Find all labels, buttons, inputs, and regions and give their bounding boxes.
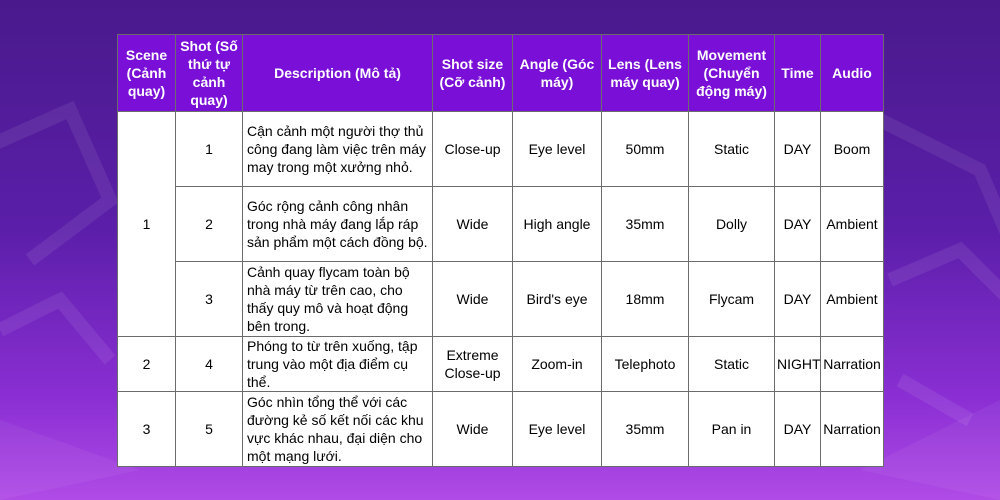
- time-cell: DAY: [775, 262, 821, 337]
- angle-cell: Eye level: [513, 392, 602, 467]
- time-cell: DAY: [775, 392, 821, 467]
- description-cell: Góc nhìn tổng thể với các đường kẻ số kết nối các khu vực khác nhau, đại diện cho một mạng lưới.: [243, 392, 433, 467]
- angle-cell: High angle: [513, 187, 602, 262]
- lens-cell: 18mm: [602, 262, 689, 337]
- audio-cell: Ambient: [821, 262, 884, 337]
- scene-cell: 2: [118, 337, 176, 392]
- shot-size-cell: Wide: [433, 187, 513, 262]
- header-movement: Movement (Chuyển động máy): [689, 35, 775, 112]
- audio-cell: Boom: [821, 112, 884, 187]
- audio-cell: Ambient: [821, 187, 884, 262]
- time-cell: NIGHT: [775, 337, 821, 392]
- shot-size-cell: Wide: [433, 262, 513, 337]
- shot-cell: 3: [176, 262, 243, 337]
- header-time: Time: [775, 35, 821, 112]
- movement-cell: Static: [689, 112, 775, 187]
- table-row: [118, 187, 884, 262]
- lens-cell: 35mm: [602, 187, 689, 262]
- audio-cell: Narration: [821, 392, 884, 467]
- lens-cell: 35mm: [602, 392, 689, 467]
- angle-cell: Eye level: [513, 112, 602, 187]
- lens-cell: Telephoto: [602, 337, 689, 392]
- movement-cell: Dolly: [689, 187, 775, 262]
- header-audio: Audio: [821, 35, 884, 112]
- movement-cell: Static: [689, 337, 775, 392]
- shot-size-cell: Wide: [433, 392, 513, 467]
- description-cell: Phóng to từ trên xuống, tập trung vào một địa điểm cụ thể.: [243, 337, 433, 392]
- time-cell: DAY: [775, 112, 821, 187]
- shot-size-cell: Extreme Close-up: [433, 337, 513, 392]
- shot-cell: 1: [176, 112, 243, 187]
- table-row: [118, 262, 884, 337]
- time-cell: DAY: [775, 187, 821, 262]
- header-scene: Scene (Cảnh quay): [118, 35, 176, 112]
- table-row: [118, 392, 884, 467]
- audio-cell: Narration: [821, 337, 884, 392]
- header-shot-size: Shot size (Cỡ cảnh): [433, 35, 513, 112]
- header-description: Description (Mô tả): [243, 35, 433, 112]
- shot-cell: 4: [176, 337, 243, 392]
- header-shot: Shot (Số thứ tự cảnh quay): [176, 35, 243, 112]
- header-row: [118, 35, 884, 112]
- description-cell: Cận cảnh một người thợ thủ công đang làm việc trên máy may trong một xưởng nhỏ.: [243, 112, 433, 187]
- shot-cell: 5: [176, 392, 243, 467]
- table-row: [118, 112, 884, 187]
- table-row: [118, 337, 884, 392]
- angle-cell: Zoom-in: [513, 337, 602, 392]
- scene-cell: 3: [118, 392, 176, 467]
- movement-cell: Flycam: [689, 262, 775, 337]
- shot-cell: 2: [176, 187, 243, 262]
- description-cell: Cảnh quay flycam toàn bộ nhà máy từ trên cao, cho thấy quy mô và hoạt động bên trong.: [243, 262, 433, 337]
- header-lens: Lens (Lens máy quay): [602, 35, 689, 112]
- angle-cell: Bird's eye: [513, 262, 602, 337]
- lens-cell: 50mm: [602, 112, 689, 187]
- shot-size-cell: Close-up: [433, 112, 513, 187]
- movement-cell: Pan in: [689, 392, 775, 467]
- description-cell: Góc rộng cảnh công nhân trong nhà máy đang lắp ráp sản phẩm một cách đồng bộ.: [243, 187, 433, 262]
- header-angle: Angle (Góc máy): [513, 35, 602, 112]
- scene-cell: 1: [118, 112, 176, 337]
- shot-list-table: [117, 34, 884, 467]
